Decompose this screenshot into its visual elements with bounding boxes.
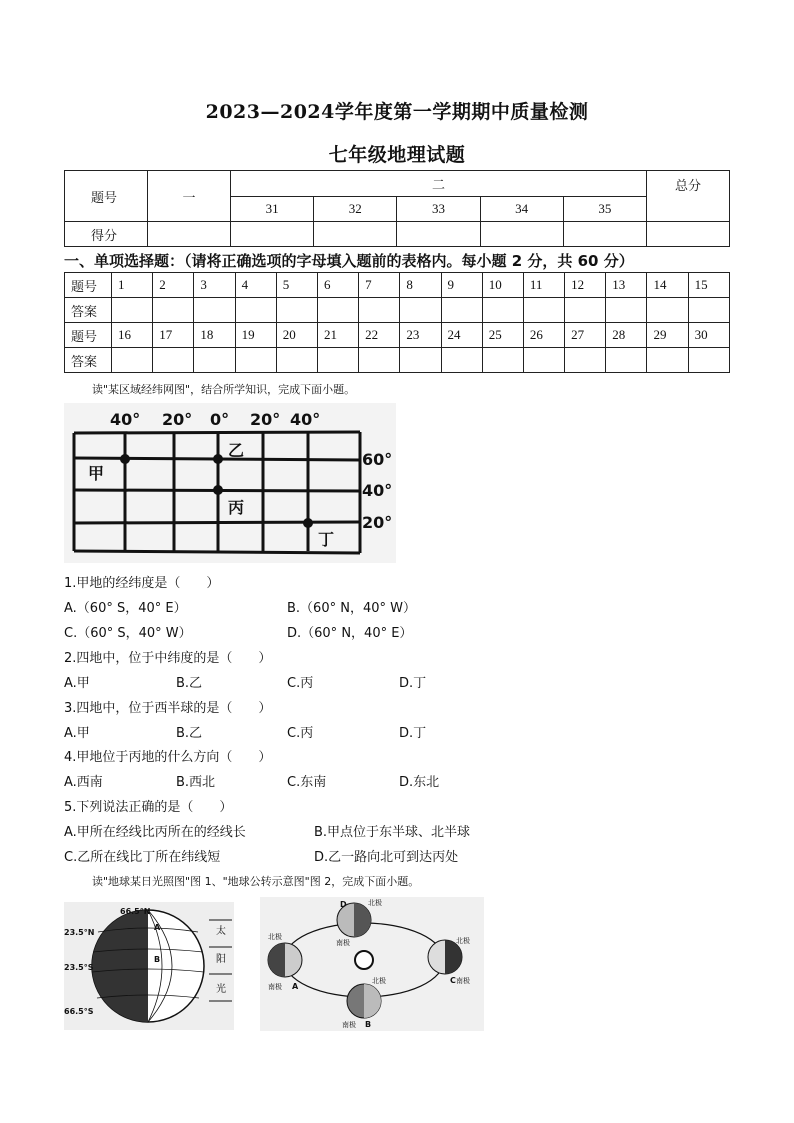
question-number-cell: 1 bbox=[112, 273, 153, 298]
exam-title: 2023—2024学年度第一学期期中质量检测 bbox=[205, 101, 589, 123]
question-number-cell: 2 bbox=[153, 273, 194, 298]
score-cell[interactable] bbox=[647, 222, 730, 247]
question-number-cell: 18 bbox=[194, 323, 235, 348]
question-number-cell: 26 bbox=[523, 323, 564, 348]
question-option[interactable]: B.（60° N，40° W） bbox=[287, 601, 416, 616]
score-cell[interactable] bbox=[563, 222, 646, 247]
answer-cell[interactable] bbox=[194, 348, 235, 373]
point-label: A bbox=[154, 923, 161, 932]
sun-char: 太 bbox=[216, 926, 226, 937]
score-part-one: 一 bbox=[148, 171, 231, 222]
answer-cell[interactable] bbox=[523, 298, 564, 323]
score-cell[interactable] bbox=[480, 222, 563, 247]
question-number-cell: 19 bbox=[235, 323, 276, 348]
position-label: A bbox=[292, 982, 299, 991]
score-sub-number: 32 bbox=[314, 197, 397, 222]
point-jia bbox=[120, 454, 130, 464]
score-sub-number: 33 bbox=[397, 197, 480, 222]
position-label: B bbox=[365, 1020, 372, 1029]
map-right-label: 20° bbox=[362, 513, 393, 532]
question-option[interactable]: C.（60° S，40° W） bbox=[64, 626, 192, 641]
answer-cell[interactable] bbox=[400, 348, 441, 373]
map-top-label: 40° bbox=[290, 410, 321, 429]
question-number-cell: 16 bbox=[112, 323, 153, 348]
sun-char: 光 bbox=[216, 984, 226, 995]
question-number-cell: 12 bbox=[565, 273, 606, 298]
answer-grid-answer-label: 答案 bbox=[65, 298, 112, 323]
answer-cell[interactable] bbox=[647, 298, 688, 323]
question-number-cell: 17 bbox=[153, 323, 194, 348]
question-number-cell: 15 bbox=[688, 273, 729, 298]
pole-label: 南极 bbox=[456, 977, 470, 985]
question-option[interactable]: D.乙一路向北可到达丙处 bbox=[314, 850, 459, 865]
answer-cell[interactable] bbox=[606, 348, 647, 373]
question-number-cell: 30 bbox=[688, 323, 729, 348]
pole-label: 北极 bbox=[456, 937, 470, 945]
question-number-cell: 21 bbox=[317, 323, 358, 348]
exam-subtitle: 七年级地理试题 bbox=[328, 144, 466, 166]
answer-cell[interactable] bbox=[276, 298, 317, 323]
pole-label: 南极 bbox=[336, 939, 350, 947]
point-yi bbox=[213, 454, 223, 464]
question-number-cell: 3 bbox=[194, 273, 235, 298]
question-number-cell: 20 bbox=[276, 323, 317, 348]
score-sub-number: 35 bbox=[563, 197, 646, 222]
answer-grid bbox=[64, 272, 730, 373]
question-option[interactable]: C.乙所在线比丁所在纬线短 bbox=[64, 850, 221, 865]
score-part-two: 二 bbox=[231, 171, 647, 197]
answer-cell[interactable] bbox=[606, 298, 647, 323]
answer-cell[interactable] bbox=[153, 348, 194, 373]
question-stem: 3.四地中，位于西半球的是（ ） bbox=[64, 701, 272, 716]
question-number-cell: 27 bbox=[565, 323, 606, 348]
question-number-cell: 7 bbox=[359, 273, 400, 298]
question-option[interactable]: C.东南 bbox=[287, 775, 327, 790]
question-number-cell: 14 bbox=[647, 273, 688, 298]
answer-cell[interactable] bbox=[276, 348, 317, 373]
score-cell[interactable] bbox=[314, 222, 397, 247]
answer-cell[interactable] bbox=[153, 298, 194, 323]
score-table bbox=[64, 170, 730, 247]
point-label-bing: 丙 bbox=[228, 498, 245, 517]
map-right-label: 60° bbox=[362, 450, 393, 469]
answer-grid-number-label: 题号 bbox=[65, 273, 112, 298]
question-stem: 4.甲地位于丙地的什么方向（ ） bbox=[64, 750, 272, 765]
answer-cell[interactable] bbox=[482, 348, 523, 373]
question-number-cell: 4 bbox=[235, 273, 276, 298]
position-label: D bbox=[340, 900, 347, 909]
question-option[interactable]: B.乙 bbox=[176, 726, 203, 741]
map-frame-top bbox=[74, 432, 360, 433]
question-stem: 1.甲地的经纬度是（ ） bbox=[64, 576, 220, 591]
question-option[interactable]: D.丁 bbox=[399, 676, 427, 691]
question-option[interactable]: B.乙 bbox=[176, 676, 203, 691]
answer-grid-answer-label: 答案 bbox=[65, 348, 112, 373]
map-top-label: 0° bbox=[210, 410, 230, 429]
answer-cell[interactable] bbox=[317, 298, 358, 323]
map-frame-bottom bbox=[74, 551, 360, 553]
question-option[interactable]: A.甲 bbox=[64, 676, 90, 691]
answer-cell[interactable] bbox=[194, 298, 235, 323]
answer-grid-number-label: 题号 bbox=[65, 323, 112, 348]
answer-cell[interactable] bbox=[359, 348, 400, 373]
answer-cell[interactable] bbox=[112, 348, 153, 373]
score-row-label-number: 题号 bbox=[65, 171, 148, 222]
question-number-cell: 9 bbox=[441, 273, 482, 298]
map1-intro: 读"某区域经纬网图"，结合所学知识，完成下面小题。 bbox=[92, 383, 356, 396]
pole-label: 北极 bbox=[368, 899, 382, 907]
answer-cell[interactable] bbox=[112, 298, 153, 323]
question-option[interactable]: B.甲点位于东半球、北半球 bbox=[314, 825, 471, 840]
question-number-cell: 8 bbox=[400, 273, 441, 298]
question-number-cell: 11 bbox=[523, 273, 564, 298]
point-ding bbox=[303, 518, 313, 528]
figures-intro: 读"地球某日光照图"图 1、"地球公转示意图"图 2，完成下面小题。 bbox=[92, 875, 420, 888]
answer-cell[interactable] bbox=[400, 298, 441, 323]
answer-cell[interactable] bbox=[441, 348, 482, 373]
question-option[interactable]: B.西北 bbox=[176, 775, 216, 790]
map-top-label: 20° bbox=[162, 410, 193, 429]
pole-label: 北极 bbox=[268, 933, 282, 941]
sun bbox=[355, 951, 373, 969]
question-number-cell: 6 bbox=[317, 273, 358, 298]
pole-label: 南极 bbox=[342, 1021, 356, 1029]
question-number-cell: 5 bbox=[276, 273, 317, 298]
question-number-cell: 23 bbox=[400, 323, 441, 348]
point-label-yi: 乙 bbox=[228, 441, 245, 460]
sun-char: 阳 bbox=[216, 954, 226, 965]
question-option[interactable]: C.丙 bbox=[287, 676, 314, 691]
score-sub-number: 34 bbox=[480, 197, 563, 222]
lat-label: 23.5°S bbox=[64, 963, 94, 972]
question-option[interactable]: D.丁 bbox=[399, 726, 427, 741]
point-label-jia: 甲 bbox=[88, 464, 105, 483]
question-option[interactable]: D.东北 bbox=[399, 775, 440, 790]
answer-cell[interactable] bbox=[523, 348, 564, 373]
score-cell[interactable] bbox=[148, 222, 231, 247]
question-option[interactable]: A.甲 bbox=[64, 726, 90, 741]
section-one-heading: 一、单项选择题：（请将正确选项的字母填入题前的表格内。每小题 2 分，共 60 分） bbox=[64, 252, 634, 270]
latlong-grid-map bbox=[64, 403, 396, 563]
score-sub-number: 31 bbox=[231, 197, 314, 222]
answer-cell[interactable] bbox=[317, 348, 358, 373]
answer-cell[interactable] bbox=[565, 348, 606, 373]
earth-revolution-figure bbox=[260, 897, 484, 1031]
question-number-cell: 28 bbox=[606, 323, 647, 348]
map-top-label: 20° bbox=[250, 410, 281, 429]
answer-cell[interactable] bbox=[688, 298, 729, 323]
score-row-label-points: 得分 bbox=[65, 222, 148, 247]
question-option[interactable]: A.西南 bbox=[64, 775, 103, 790]
answer-cell[interactable] bbox=[482, 298, 523, 323]
point-bing bbox=[213, 485, 223, 495]
question-number-cell: 10 bbox=[482, 273, 523, 298]
answer-cell[interactable] bbox=[441, 298, 482, 323]
question-option[interactable]: D.（60° N，40° E） bbox=[287, 626, 413, 641]
question-stem: 5.下列说法正确的是（ ） bbox=[64, 800, 233, 815]
lat-label: 66.5°N bbox=[120, 907, 151, 916]
answer-cell[interactable] bbox=[235, 348, 276, 373]
question-number-cell: 25 bbox=[482, 323, 523, 348]
answer-cell[interactable] bbox=[565, 298, 606, 323]
position-label: C bbox=[450, 976, 456, 985]
lat-label: 66.5°S bbox=[64, 1007, 94, 1016]
question-option[interactable]: A.（60° S，40° E） bbox=[64, 601, 187, 616]
point-label: B bbox=[154, 955, 161, 964]
question-number-cell: 24 bbox=[441, 323, 482, 348]
question-number-cell: 13 bbox=[606, 273, 647, 298]
question-option[interactable]: C.丙 bbox=[287, 726, 314, 741]
answer-cell[interactable] bbox=[359, 298, 400, 323]
score-cell[interactable] bbox=[397, 222, 480, 247]
answer-cell[interactable] bbox=[647, 348, 688, 373]
question-stem: 2.四地中，位于中纬度的是（ ） bbox=[64, 651, 272, 666]
pole-label: 南极 bbox=[268, 983, 282, 991]
question-number-cell: 29 bbox=[647, 323, 688, 348]
pole-label: 北极 bbox=[372, 977, 386, 985]
answer-cell[interactable] bbox=[688, 348, 729, 373]
point-label-ding: 丁 bbox=[318, 530, 335, 549]
earth-illumination-figure bbox=[64, 902, 234, 1030]
score-total: 总分 bbox=[647, 171, 730, 222]
question-number-cell: 22 bbox=[359, 323, 400, 348]
score-cell[interactable] bbox=[231, 222, 314, 247]
answer-cell[interactable] bbox=[235, 298, 276, 323]
map-right-label: 40° bbox=[362, 481, 393, 500]
map-top-label: 40° bbox=[110, 410, 141, 429]
question-option[interactable]: A.甲所在经线比丙所在的经线长 bbox=[64, 825, 246, 840]
lat-label: 23.5°N bbox=[64, 928, 95, 937]
